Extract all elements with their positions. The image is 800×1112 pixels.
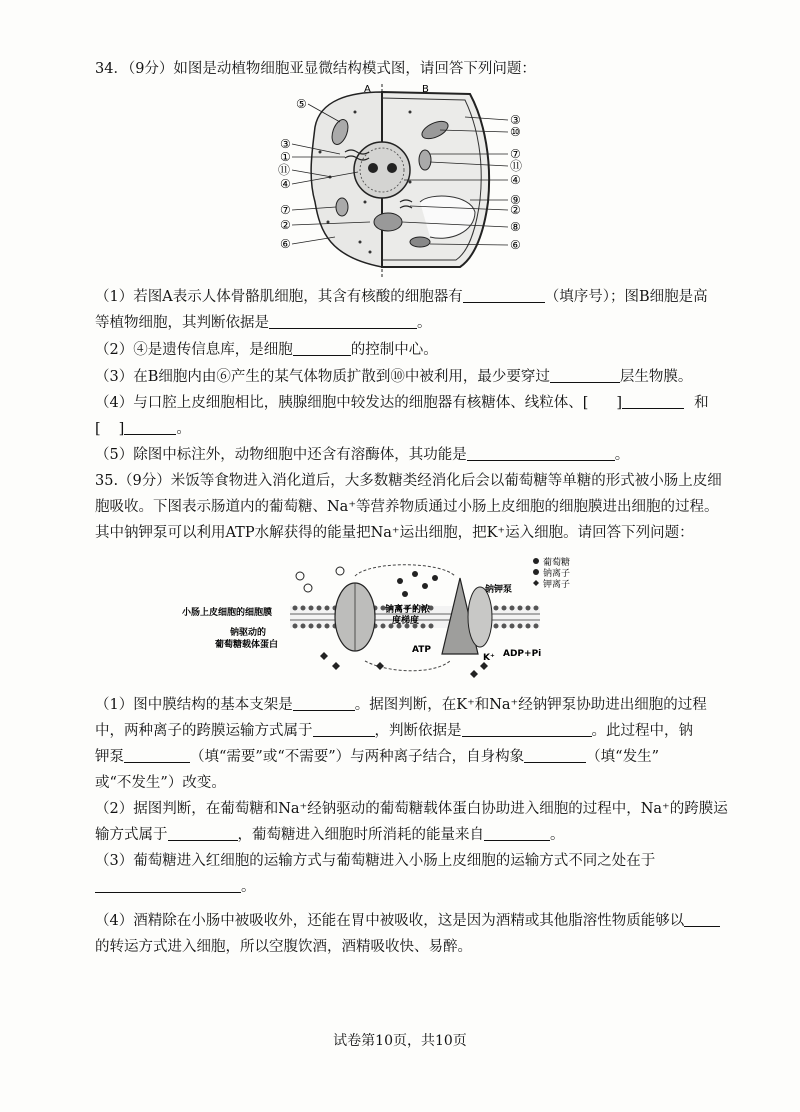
figure-label-a: A bbox=[364, 84, 371, 95]
label-left: ⑥ bbox=[280, 237, 291, 251]
text: 。 bbox=[176, 421, 191, 437]
label-right: ④ bbox=[510, 173, 521, 187]
answer-blank[interactable] bbox=[124, 419, 176, 435]
q34-part4 bbox=[95, 392, 715, 414]
label-right: ⑪ bbox=[510, 159, 523, 173]
answer-blank[interactable] bbox=[269, 313, 417, 329]
membrane-transport-figure bbox=[180, 556, 620, 681]
q35-intro-1: 35.（9分）米饭等食物进入消化道后，大多数糖类经消化后会以葡萄糖等单糖的形式被小肠上皮细 bbox=[95, 473, 722, 489]
q34-header: 34．（9分）如图是动植物细胞亚显微结构模式图，请回答下列问题： bbox=[95, 61, 536, 77]
text: （填“需要”或“不需要”）与两种离子结合，自身构象 bbox=[190, 749, 525, 765]
membrane-label: 小肠上皮细胞的细胞膜 bbox=[182, 608, 273, 618]
label-left: ② bbox=[280, 218, 291, 232]
q34-part3 bbox=[95, 366, 715, 388]
q35-part4 bbox=[95, 910, 715, 932]
q35-part3-cont bbox=[95, 876, 715, 898]
text: ，判断依据是 bbox=[374, 723, 462, 739]
legend-potassium: 钾离子 bbox=[543, 580, 571, 590]
label-left: ④ bbox=[280, 177, 291, 191]
answer-blank[interactable] bbox=[484, 825, 550, 841]
text: 和 bbox=[694, 395, 709, 411]
text: （4）与口腔上皮细胞相比，胰腺细胞中较发达的细胞器有核糖体、线粒体、[ bbox=[95, 395, 589, 411]
q35-part3: （3）葡萄糖进入红细胞的运输方式与葡萄糖进入小肠上皮细胞的运输方式不同之处在于 bbox=[95, 853, 656, 869]
q34-part1 bbox=[95, 286, 715, 308]
text: 。此过程中，钠 bbox=[591, 723, 693, 739]
label-left: ⑦ bbox=[280, 203, 291, 217]
label-right: ③ bbox=[510, 113, 521, 127]
answer-blank[interactable] bbox=[622, 393, 684, 409]
cell-structure-figure bbox=[270, 82, 540, 282]
label-right: ⑧ bbox=[510, 220, 521, 234]
label-right: ② bbox=[510, 203, 521, 217]
text: （填“发生” bbox=[586, 749, 659, 765]
q35-intro-2: 胞吸收。下图表示肠道内的葡萄糖、Na⁺等营养物质通过小肠上皮细胞的细胞膜进出细胞的过程。 bbox=[95, 499, 719, 515]
label-right: ⑦ bbox=[510, 147, 521, 161]
q34-part2 bbox=[95, 339, 715, 361]
text: （2）④是遗传信息库，是细胞 bbox=[95, 342, 293, 358]
legend-sodium: 钠离子 bbox=[543, 569, 571, 579]
pump-label: 钠钾泵 bbox=[485, 585, 513, 595]
text: [ bbox=[95, 421, 101, 437]
text: （1）图中膜结构的基本支架是 bbox=[95, 697, 293, 713]
potassium-label: K⁺ bbox=[483, 653, 495, 663]
text: 。据图判断，在K⁺和Na⁺经钠钾泵协助进出细胞的过程 bbox=[354, 697, 707, 713]
q34-part5 bbox=[95, 444, 715, 466]
q35-part2-cont bbox=[95, 824, 715, 846]
q35-intro-3: 其中钠钾泵可以利用ATP水解获得的能量把Na⁺运出细胞，把K⁺运入细胞。请回答下列问题： bbox=[95, 525, 694, 541]
text: ] bbox=[118, 421, 125, 437]
answer-blank[interactable] bbox=[467, 445, 615, 461]
text: （3）在B细胞内由⑥产生的某气体物质扩散到⑩中被利用，最少要穿过 bbox=[95, 369, 550, 385]
carrier-label: 钠驱动的 bbox=[230, 628, 267, 638]
answer-blank[interactable] bbox=[124, 747, 190, 763]
figure-label-b: B bbox=[422, 84, 429, 95]
page-footer: 试卷第10页，共10页 bbox=[333, 1033, 467, 1049]
text: 等植物细胞，其判断依据是 bbox=[95, 315, 269, 331]
q35-part1 bbox=[95, 694, 715, 716]
glucose-legend-icon bbox=[533, 558, 539, 564]
answer-blank[interactable] bbox=[313, 721, 375, 737]
label-right: ⑥ bbox=[510, 238, 521, 252]
atp-label: ATP bbox=[412, 645, 432, 655]
text: 的控制中心。 bbox=[350, 342, 438, 358]
answer-blank[interactable] bbox=[524, 747, 586, 763]
text: 。 bbox=[550, 827, 565, 843]
text: ] bbox=[616, 395, 623, 411]
label-right: ⑨ bbox=[510, 193, 521, 207]
label-left: ⑪ bbox=[278, 163, 291, 177]
label-left: ③ bbox=[280, 137, 291, 151]
text: 。 bbox=[614, 447, 630, 463]
text: ，葡萄糖进入细胞时所消耗的能量来自 bbox=[237, 827, 484, 843]
label-left: ⑤ bbox=[296, 97, 307, 111]
q35-part2: （2）据图判断，在葡萄糖和Na⁺经钠驱动的葡萄糖载体蛋白协助进入细胞的过程中，Na⁺的跨膜运 bbox=[95, 801, 728, 817]
answer-blank[interactable] bbox=[463, 287, 545, 303]
label-left: ① bbox=[280, 150, 291, 164]
label-right: ⑩ bbox=[510, 125, 521, 139]
text: 。 bbox=[417, 315, 432, 331]
text: （填序号）；图B细胞是高 bbox=[544, 289, 708, 305]
gradient-label: 钠离子的浓 bbox=[385, 605, 431, 615]
answer-blank[interactable] bbox=[684, 911, 720, 927]
legend-glucose: 葡萄糖 bbox=[543, 558, 571, 568]
q35-part1-cont3: 或“不发生”）改变。 bbox=[95, 775, 226, 791]
text: 层生物膜。 bbox=[619, 369, 693, 385]
text: 钾泵 bbox=[95, 749, 124, 765]
text: 输方式属于 bbox=[95, 827, 168, 843]
q35-part4-cont: 的转运方式进入细胞，所以空腹饮酒，酒精吸收快、易醉。 bbox=[95, 939, 472, 955]
potassium-legend-icon bbox=[533, 580, 539, 586]
answer-blank[interactable] bbox=[550, 367, 620, 383]
answer-blank[interactable] bbox=[168, 825, 238, 841]
text: 。 bbox=[241, 879, 256, 895]
q35-part1-cont bbox=[95, 720, 715, 742]
text: （4）酒精除在小肠中被吸收外，还能在胃中被吸收，这是因为酒精或其他脂溶性物质能够以 bbox=[95, 913, 685, 929]
carrier-label: 葡萄糖载体蛋白 bbox=[215, 640, 279, 650]
sodium-legend-icon bbox=[533, 569, 539, 575]
answer-blank[interactable] bbox=[462, 721, 592, 737]
adp-label: ADP+Pi bbox=[503, 649, 542, 659]
text: （5）除图中标注外，动物细胞中还含有溶酶体，其功能是 bbox=[95, 447, 467, 463]
answer-blank[interactable] bbox=[293, 340, 351, 356]
q34-part4-cont bbox=[95, 418, 715, 440]
answer-blank[interactable] bbox=[293, 695, 355, 711]
answer-blank[interactable] bbox=[95, 877, 241, 893]
text: （1）若图A表示人体骨骼肌细胞，其含有核酸的细胞器有 bbox=[95, 289, 463, 305]
gradient-label: 度梯度 bbox=[392, 616, 420, 626]
q35-part1-cont2 bbox=[95, 746, 715, 768]
q34-part1-cont bbox=[95, 312, 715, 334]
text: 中，两种离子的跨膜运输方式属于 bbox=[95, 723, 313, 739]
